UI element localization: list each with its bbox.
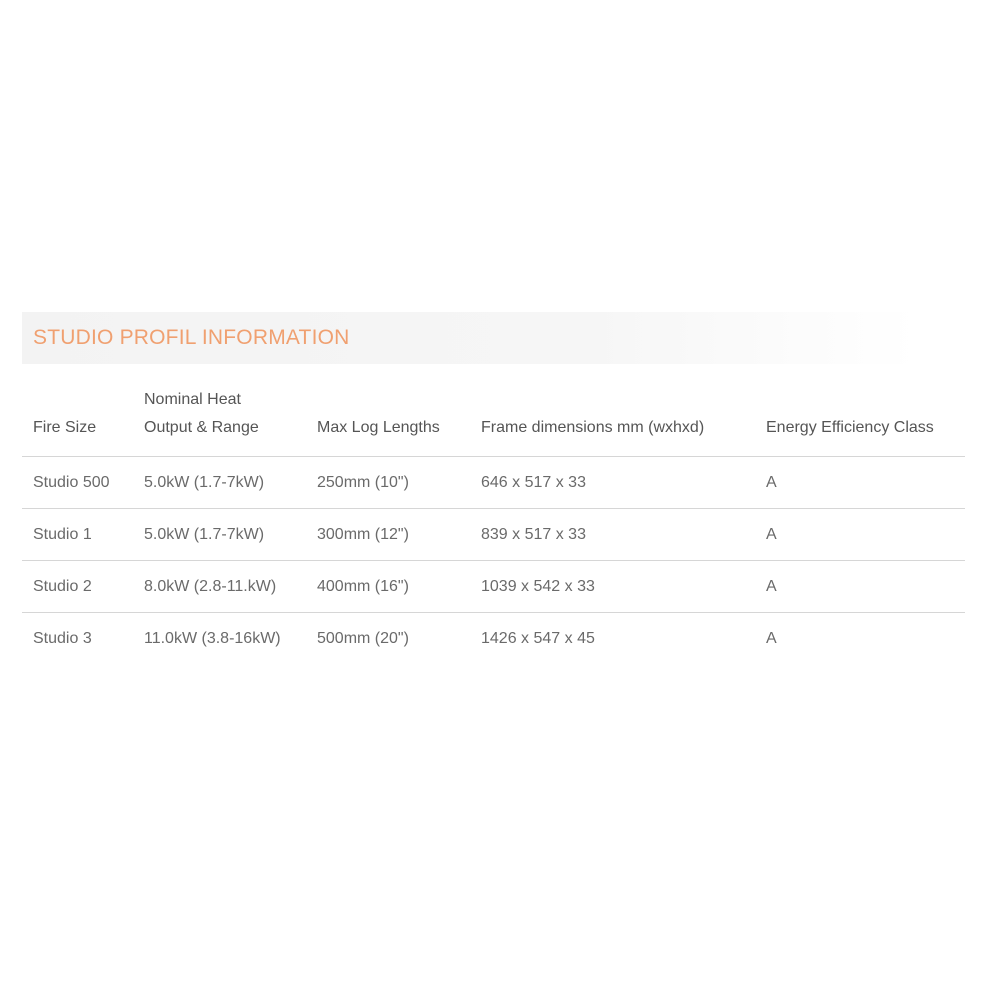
spec-table xyxy=(22,386,965,664)
cell-fire-size: Studio 500 xyxy=(22,457,133,509)
cell-fire-size: Studio 2 xyxy=(22,561,133,613)
cell-heat-output: 11.0kW (3.8-16kW) xyxy=(144,629,281,647)
header-frame-dimensions: Frame dimensions mm (wxhxd) xyxy=(470,386,755,457)
cell-frame-dimensions: 1426 x 547 x 45 xyxy=(481,629,595,647)
cell-frame-dimensions: 839 x 517 x 33 xyxy=(470,509,755,561)
header-heat-output-line2: Output & Range xyxy=(144,419,259,436)
cell-energy-class: A xyxy=(755,509,965,561)
cell-fire-size: Studio 3 xyxy=(33,629,92,647)
cell-max-log-length: 250mm (10") xyxy=(306,457,470,509)
header-max-log-lengths: Max Log Lengths xyxy=(306,386,470,457)
header-energy-class: Energy Efficiency Class xyxy=(755,386,965,457)
cell-energy-class: A xyxy=(755,457,965,509)
table-row xyxy=(22,457,965,509)
section-header xyxy=(22,312,965,364)
cell-frame-dimensions: 646 x 517 x 33 xyxy=(470,457,755,509)
cell-max-log-length: 300mm (12") xyxy=(306,509,470,561)
cell-heat-output: 8.0kW (2.8-11.kW) xyxy=(133,561,306,613)
header-heat-output-line1: Nominal Heat xyxy=(144,391,241,408)
cell-max-log-length: 500mm (20") xyxy=(317,629,409,647)
cell-max-log-length: 400mm (16") xyxy=(306,561,470,613)
header-fire-size: Fire Size xyxy=(22,386,133,457)
table-row xyxy=(22,561,965,613)
table-row xyxy=(22,509,965,561)
cell-energy-class: A xyxy=(755,561,965,613)
cell-frame-dimensions: 1039 x 542 x 33 xyxy=(470,561,755,613)
cell-energy-class: A xyxy=(766,629,777,647)
table-row xyxy=(22,613,965,665)
cell-heat-output: 5.0kW (1.7-7kW) xyxy=(133,457,306,509)
table-header-row xyxy=(22,386,965,457)
section-title: STUDIO PROFIL INFORMATION xyxy=(33,326,350,349)
cell-fire-size: Studio 1 xyxy=(22,509,133,561)
studio-info-section xyxy=(22,312,965,664)
header-heat-output xyxy=(133,386,306,457)
cell-heat-output: 5.0kW (1.7-7kW) xyxy=(133,509,306,561)
